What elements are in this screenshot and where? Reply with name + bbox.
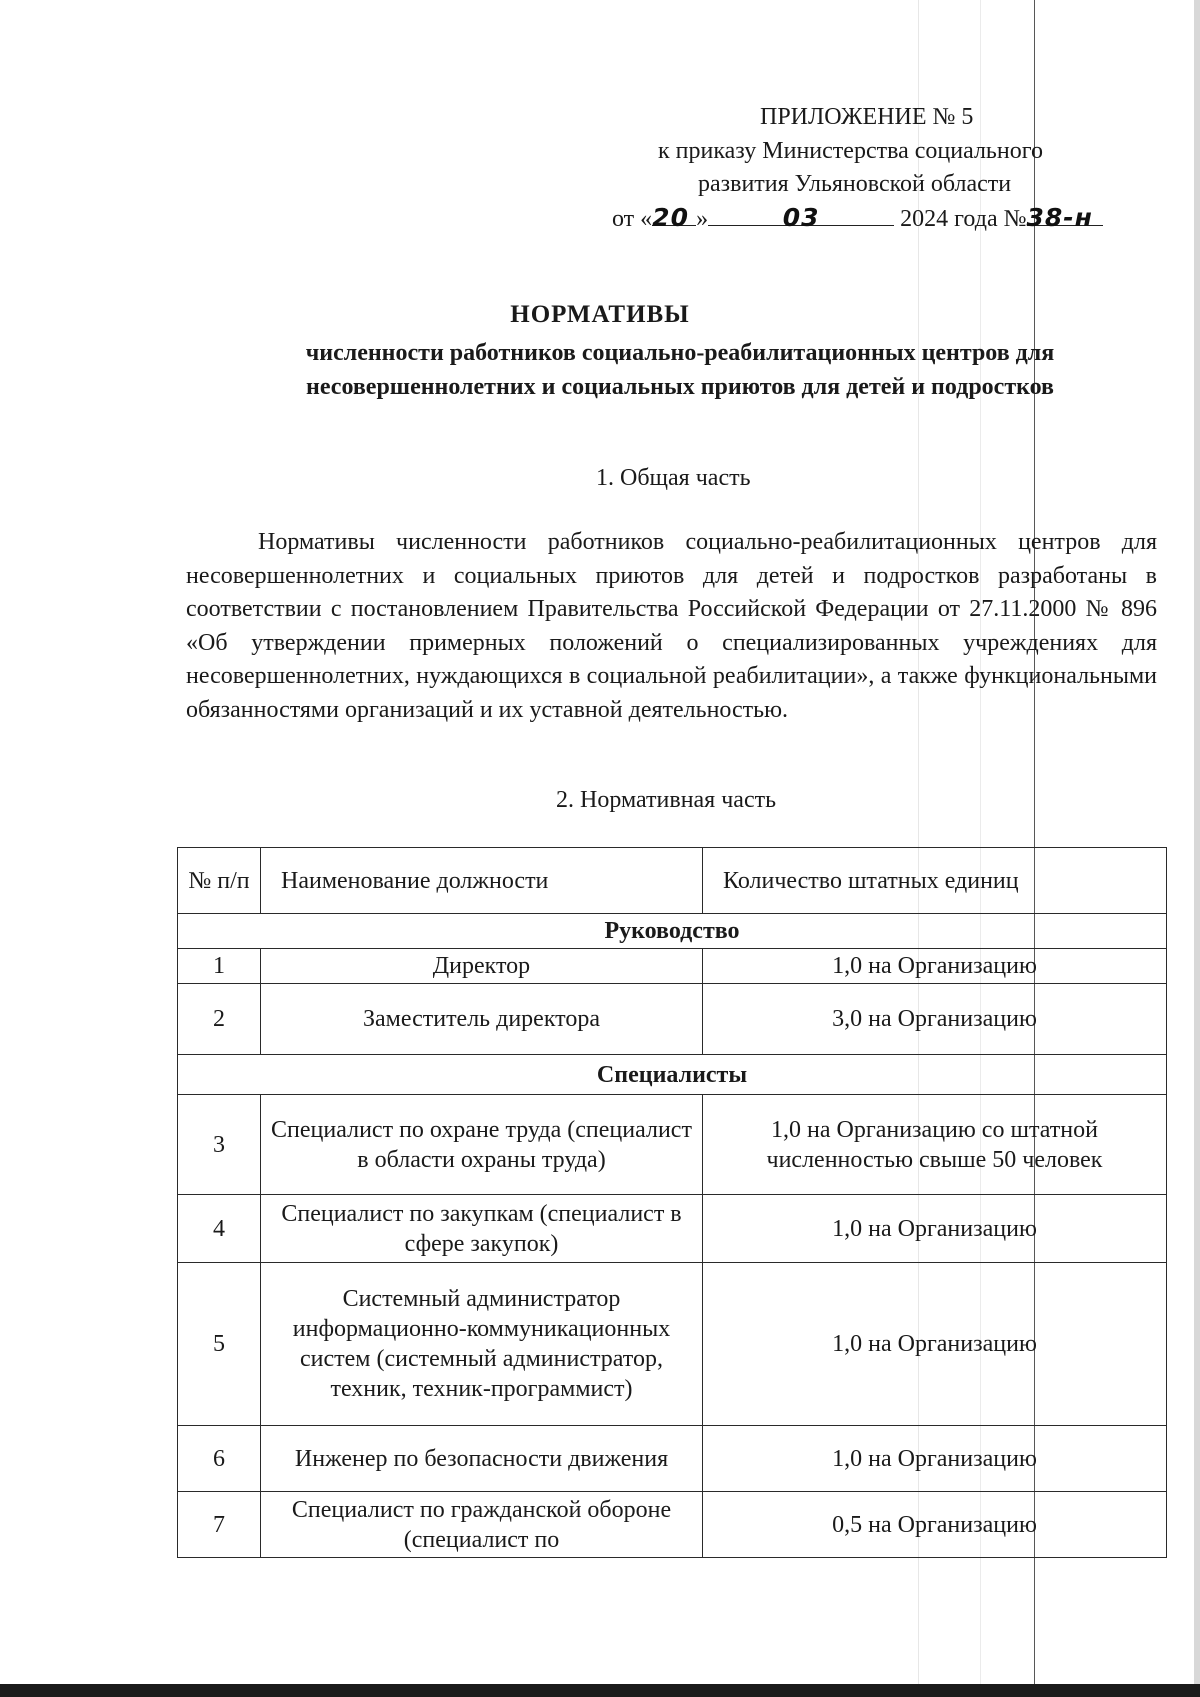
handwritten-order-number: 38-н <box>1026 203 1093 232</box>
table-row <box>178 1263 1167 1426</box>
row-qty: 1,0 на Организацию <box>703 1195 1167 1263</box>
row-num: 1 <box>178 949 261 984</box>
row-qty: 0,5 на Организацию <box>703 1492 1167 1558</box>
row-name: Специалист по гражданской обороне (специалист по <box>261 1492 703 1558</box>
row-num: 3 <box>178 1095 261 1195</box>
row-num: 7 <box>178 1492 261 1558</box>
row-qty: 3,0 на Организацию <box>703 984 1167 1055</box>
section-heading-general: 1. Общая часть <box>596 465 751 491</box>
table-row <box>178 1426 1167 1492</box>
table-row <box>178 949 1167 984</box>
table-header-row <box>178 848 1167 914</box>
header-cell-name: Наименование должности <box>261 848 703 914</box>
table-row <box>178 1195 1167 1263</box>
table-row <box>178 1492 1167 1558</box>
table-row <box>178 984 1167 1055</box>
intro-paragraph: Нормативы численности работников социально-реабилитационных центров для несовершеннолетних и социальных приютов для детей и подростков разработаны в соответствии с постановлением Правительства Российской Федерации от 27.11.2000 № 896 «Об утверждении примерных положений о специализированных учреждениях для несовершеннолетних, нуждающихся в социальной реабилитации», а также функциональными обязанностями организаций и их уставной деятельностью. <box>186 529 1157 723</box>
row-qty: 1,0 на Организацию <box>703 1426 1167 1492</box>
row-num: 6 <box>178 1426 261 1492</box>
appendix-line-1: к приказу Министерства социального <box>658 138 1043 164</box>
row-num: 2 <box>178 984 261 1055</box>
row-name: Специалист по охране труда (специалист в области охраны труда) <box>261 1095 703 1195</box>
scan-bottom-edge <box>0 1684 1200 1697</box>
row-qty: 1,0 на Организацию <box>703 1263 1167 1426</box>
row-name: Системный администратор информационно-коммуникационных систем (системный администратор, техник, техник-программист) <box>261 1263 703 1426</box>
order-date-row <box>612 203 1103 233</box>
scan-edge <box>1194 0 1200 1697</box>
document-title: НОРМАТИВЫ <box>510 301 690 328</box>
row-qty: 1,0 на Организацию со штатной численностью свыше 50 человек <box>703 1095 1167 1195</box>
appendix-line-2: развития Ульяновской области <box>698 171 1012 197</box>
row-name: Специалист по закупкам (специалист в сфере закупок) <box>261 1195 703 1263</box>
header-cell-num: № п/п <box>178 848 261 914</box>
date-year-text: 2024 года № <box>900 206 1027 232</box>
row-num: 4 <box>178 1195 261 1263</box>
group-row-specialists <box>178 1055 1167 1095</box>
document-subtitle: численности работников социально-реабилитационных центров для несовершеннолетних и социальных приютов для детей и подростков <box>305 340 1055 400</box>
row-num: 5 <box>178 1263 261 1426</box>
group-label: Специалисты <box>178 1055 1167 1095</box>
norms-table <box>177 847 1167 1558</box>
date-quote-close: » <box>696 206 709 232</box>
group-label: Руководство <box>178 914 1167 949</box>
group-row-management <box>178 914 1167 949</box>
row-qty: 1,0 на Организацию <box>703 949 1167 984</box>
table-row <box>178 1095 1167 1195</box>
row-name: Заместитель директора <box>261 984 703 1055</box>
appendix-title: ПРИЛОЖЕНИЕ № 5 <box>760 104 974 130</box>
handwritten-day: 20 <box>652 203 689 232</box>
handwritten-month: 03 <box>782 203 820 232</box>
row-name: Директор <box>261 949 703 984</box>
header-cell-qty: Количество штатных единиц <box>703 848 1167 914</box>
date-prefix: от « <box>612 206 653 232</box>
section-heading-normative: 2. Нормативная часть <box>556 787 777 813</box>
row-name: Инженер по безопасности движения <box>261 1426 703 1492</box>
